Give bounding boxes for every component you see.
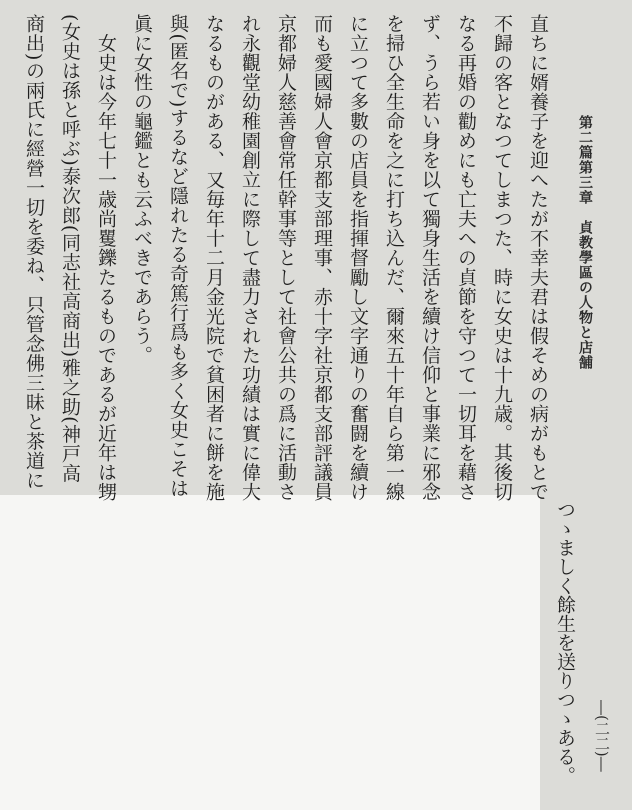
text-column-15: 商出)の兩氏に經營一切を委ね、只管念佛三昧と茶道に [23, 14, 45, 490]
text-column-14: (女史は孫と呼ぶ)泰次郎(同志社高商出)雅之助(神戸高 [59, 14, 81, 483]
text-column-1: 直ちに婿養子を迎へたが不幸夫君は假そめの病がもとで [527, 14, 549, 502]
text-column-10: なるものがある、又毎年十二月金光院で貧困者に餅を施 [203, 14, 225, 502]
blank-area [0, 495, 540, 810]
text-column-11: 與(匿名で)するなど隱れたる奇篤行爲も多く女史こそは [167, 14, 189, 498]
text-column-3: なる再婚の勸めにも亡夫への貞節を守つて一切耳を藉さ [455, 14, 477, 502]
text-column-5: を掃ひ全生命を之に打ち込んだ、爾來五十年自ら第一線 [383, 14, 405, 502]
text-column-7: 而も愛國婦人會京都支部理事、赤十字社京都支部評議員 [311, 14, 333, 502]
chapter-header: 第二篇第三章 貞教學區の人物と店舗 [577, 115, 593, 370]
continuation-text: つゝましく餘生を送りつゝある。 [554, 500, 576, 785]
text-column-13: 女史は今年七十一歳尚矍鑠たるものであるが近年は甥 [95, 14, 117, 502]
text-column-2: 不歸の客となつてしまつた、時に女史は十九歳。其後切 [491, 14, 513, 502]
page-number: ―(二二)― [593, 700, 611, 772]
text-column-8: 京都婦人慈善會常任幹事等として社會公共の爲に活動さ [275, 14, 297, 502]
text-column-4: ず、うら若い身を以て獨身生活を續け信仰と事業に邪念 [419, 14, 441, 502]
text-column-6: に立つて多數の店員を指揮督勵し文字通りの奮闘を續け [347, 14, 369, 502]
text-column-12: 眞に女性の龜鑑とも云ふべきであらう。 [131, 14, 153, 365]
text-column-9: れ永觀堂幼稚園創立に際して盡力された功績は實に偉大 [239, 14, 261, 502]
